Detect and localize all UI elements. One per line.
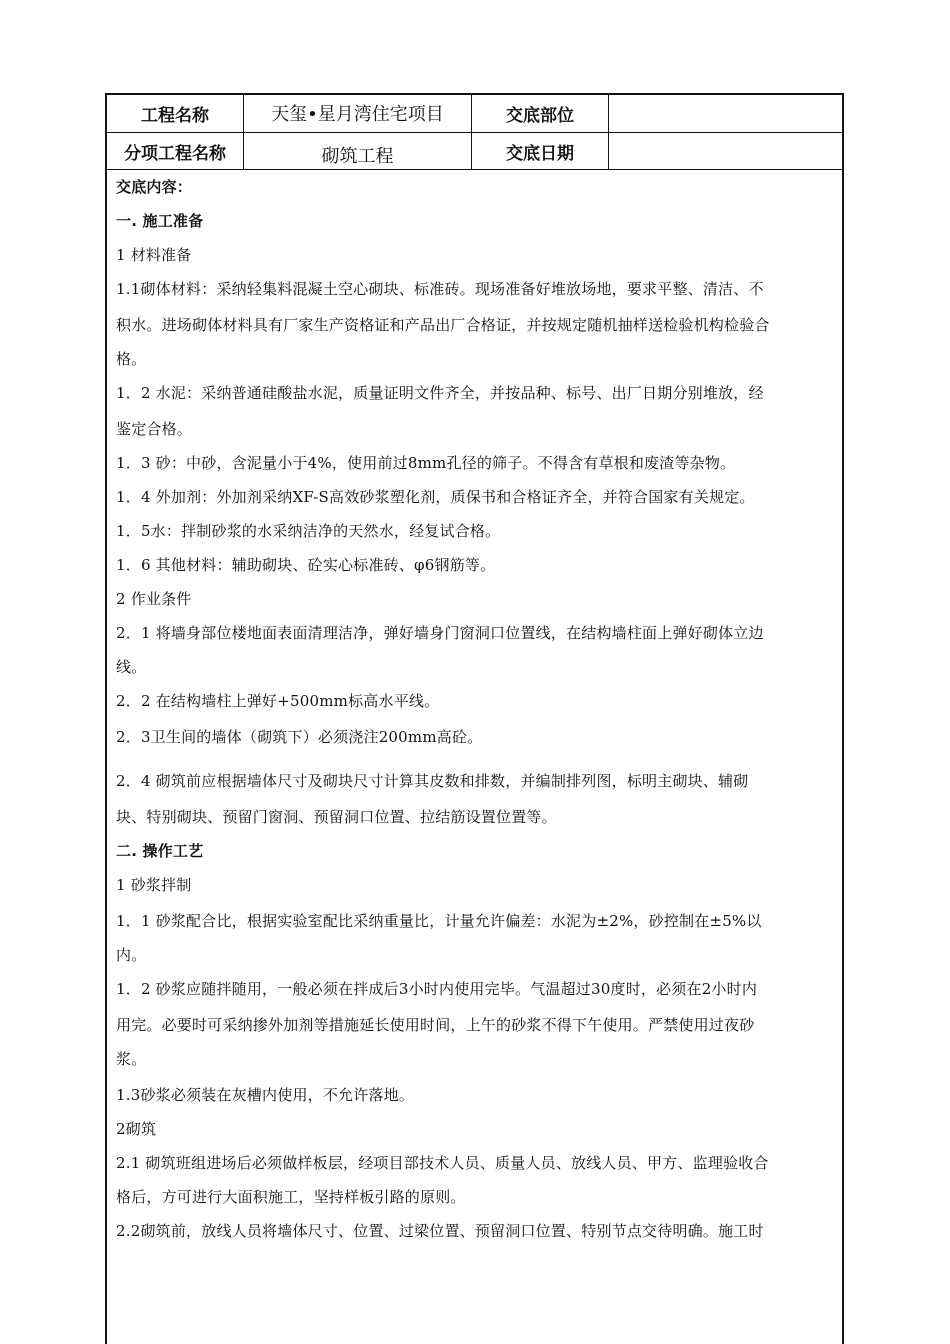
content-line: 1．1 砂浆配合比，根据实验室配比采纳重量比，计量允许偏差：水泥为±2%，砂控制在±5%以 bbox=[116, 912, 762, 930]
content-line: 2．4 砌筑前应根据墙体尺寸及砌块尺寸计算其皮数和排数，并编制排列图，标明主砌块、辅砌 bbox=[116, 772, 749, 790]
content-line: 线。 bbox=[116, 658, 147, 676]
content-line: 1．2 水泥：采纳普通硅酸盐水泥，质量证明文件齐全，并按品种、标号、出厂日期分别堆放，经 bbox=[116, 384, 764, 402]
project-name-value: 天玺•星月湾住宅项目 bbox=[271, 104, 444, 125]
subsection-heading: 1 材料准备 bbox=[116, 246, 192, 264]
location-value bbox=[609, 95, 844, 131]
divider bbox=[243, 95, 244, 169]
date-label: 交底日期 bbox=[506, 143, 574, 164]
content-line: 2．1 将墙身部位楼地面表面清理洁净，弹好墙身门窗洞口位置线，在结构墙柱面上弹好砌体立边 bbox=[116, 624, 764, 642]
section-heading: 二. 操作工艺 bbox=[116, 842, 204, 860]
content-line: 1．2 砂浆应随拌随用，一般必须在拌成后3小时内使用完毕。气温超过30度时，必须在2小时内 bbox=[116, 980, 758, 998]
subsection-heading: 2 作业条件 bbox=[116, 590, 192, 608]
disclosure-content bbox=[107, 169, 842, 1240]
content-line: 2.2砌筑前，放线人员将墙体尺寸、位置、过梁位置、预留洞口位置、特别节点交待明确。施工时 bbox=[116, 1222, 764, 1240]
subitem-value: 砌筑工程 bbox=[321, 146, 394, 167]
content-line: 2．2 在结构墙柱上弹好+500mm标高水平线。 bbox=[116, 692, 440, 710]
divider bbox=[608, 95, 609, 169]
date-value bbox=[609, 133, 844, 169]
content-line: 格。 bbox=[116, 350, 147, 368]
header-row-2 bbox=[107, 132, 842, 169]
content-line: 1．5水：拌制砂浆的水采纳洁净的天然水，经复试合格。 bbox=[116, 522, 501, 540]
content-line: 1．3 砂：中砂，含泥量小于4%，使用前过8mm孔径的筛子。不得含有草根和废渣等杂物。 bbox=[116, 454, 736, 472]
content-line: 1.3砂浆必须装在灰槽内使用，不允许落地。 bbox=[116, 1086, 415, 1104]
content-line: 浆。 bbox=[116, 1050, 147, 1068]
project-name-label: 工程名称 bbox=[141, 105, 209, 126]
header-row-1 bbox=[107, 95, 842, 131]
subitem-label: 分项工程名称 bbox=[124, 143, 226, 164]
content-line: 2.1 砌筑班组进场后必须做样板层，经项目部技术人员、质量人员、放线人员、甲方、监理验收合 bbox=[116, 1154, 769, 1172]
divider bbox=[471, 95, 472, 169]
content-line: 2．3卫生间的墙体（砌筑下）必须浇注200mm高砼。 bbox=[116, 728, 483, 746]
subsection-heading: 2砌筑 bbox=[116, 1120, 157, 1138]
content-line: 内。 bbox=[116, 946, 147, 964]
content-line: 积水。进场砌体材料具有厂家生产资格证和产品出厂合格证，并按规定随机抽样送检验机构检验合 bbox=[116, 316, 770, 334]
location-label: 交底部位 bbox=[506, 105, 574, 126]
content-line: 1．4 外加剂：外加剂采纳XF-S高效砂浆塑化剂，质保书和合格证齐全，并符合国家有关规定。 bbox=[116, 488, 755, 506]
content-line: 块、特别砌块、预留门窗洞、预留洞口位置、拉结筋设置位置等。 bbox=[116, 808, 557, 826]
content-line: 用完。必要时可采纳掺外加剂等措施延长使用时间，上午的砂浆不得下午使用。严禁使用过夜砂 bbox=[116, 1016, 755, 1034]
subsection-heading: 1 砂浆拌制 bbox=[116, 876, 192, 894]
content-line: 鉴定合格。 bbox=[116, 420, 193, 438]
section-heading: 一. 施工准备 bbox=[116, 212, 204, 230]
content-line: 格后，方可进行大面积施工，坚持样板引路的原则。 bbox=[116, 1188, 466, 1206]
content-heading: 交底内容： bbox=[116, 178, 193, 196]
content-line: 1．6 其他材料：辅助砌块、砼实心标准砖、φ6钢筋等。 bbox=[116, 556, 496, 574]
disclosure-form bbox=[105, 93, 844, 1344]
content-line: 1.1砌体材料：采纳轻集料混凝土空心砌块、标准砖。现场准备好堆放场地，要求平整、清洁、不 bbox=[116, 280, 764, 298]
